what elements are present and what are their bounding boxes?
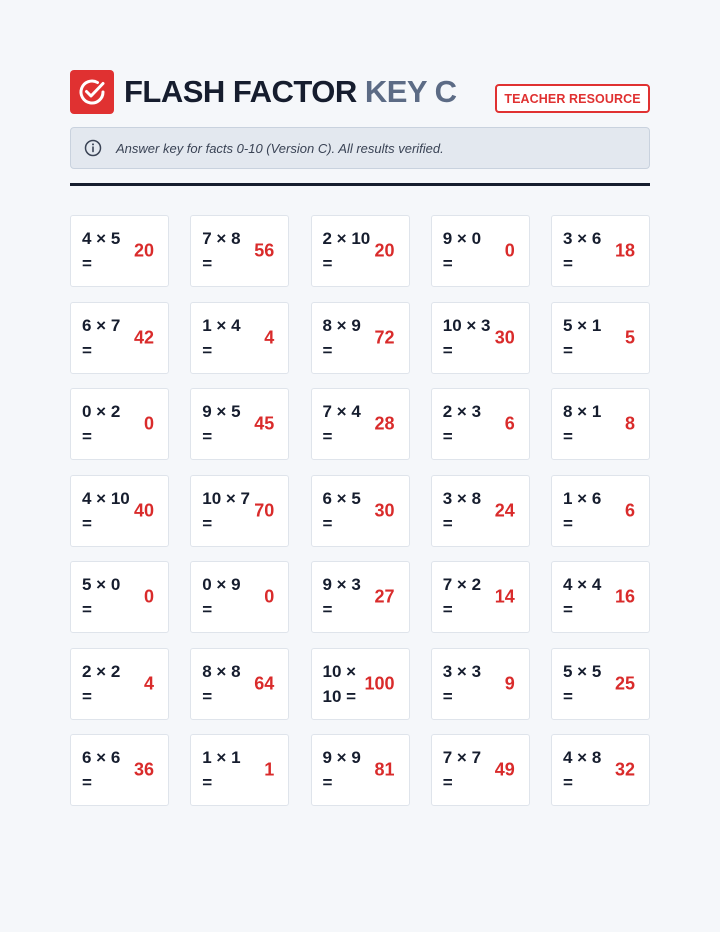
card-problem: 5 × 0 = (82, 575, 121, 619)
flash-card (70, 648, 169, 720)
card-answer: 6 (504, 413, 515, 434)
card-answer: 9 (504, 673, 515, 693)
card-problem: 4 × 5 = (82, 229, 121, 273)
card-problem: 6 × 7 = (82, 315, 121, 360)
card-problem: 1 × 6 = (563, 488, 602, 533)
card-problem: 2 × 10 = (322, 229, 371, 273)
card-answer: 72 (374, 327, 395, 347)
card-answer: 81 (374, 759, 395, 780)
flash-card (70, 561, 169, 633)
flash-card (311, 648, 410, 720)
card-problem: 1 × 4 = (202, 315, 241, 360)
flash-card (431, 302, 530, 374)
card-answer: 20 (374, 240, 395, 261)
card-answer: 0 (264, 586, 275, 607)
flash-card (311, 388, 410, 460)
card-problem: 6 × 5 = (322, 488, 361, 533)
flash-card (431, 561, 530, 633)
header (70, 70, 650, 114)
card-answer: 4 (264, 327, 275, 347)
card-answer: 0 (143, 586, 154, 607)
card-problem: 9 × 0 = (442, 229, 482, 273)
flash-card (311, 561, 410, 633)
card-answer: 0 (504, 240, 515, 261)
card-problem: 0 × 9 = (202, 575, 241, 619)
flash-card (70, 734, 169, 806)
notice-text: Answer key for facts 0-10 (Version C). All results verified. (116, 140, 444, 156)
flash-card (190, 475, 289, 547)
flash-card (70, 302, 169, 374)
card-problem: 5 × 1 = (563, 315, 602, 360)
flash-card (431, 388, 530, 460)
card-problem: 10 × 3 = (442, 315, 491, 360)
card-problem: 10 × 10 = (322, 661, 357, 706)
flash-card (551, 734, 650, 806)
title-key: KEY C (364, 74, 457, 109)
flash-card (190, 734, 289, 806)
card-problem: 3 × 3 = (442, 661, 482, 706)
card-problem: 0 × 2 = (82, 402, 121, 446)
flash-card (431, 215, 530, 287)
flash-card (311, 302, 410, 374)
checkmark-circle-icon (70, 70, 114, 114)
card-problem: 3 × 6 = (563, 229, 602, 273)
page-title (124, 70, 457, 114)
flash-card (70, 388, 169, 460)
flash-card (431, 734, 530, 806)
flash-card (190, 302, 289, 374)
card-problem: 4 × 4 = (563, 575, 602, 619)
card-problem: 7 × 7 = (442, 748, 482, 792)
divider (70, 183, 650, 186)
card-problem: 4 × 10 = (82, 488, 130, 533)
card-problem: 8 × 9 = (322, 315, 361, 360)
card-answer: 70 (254, 500, 275, 520)
flash-card (551, 648, 650, 720)
card-problem: 6 × 6 = (82, 748, 121, 792)
card-problem: 7 × 4 = (322, 402, 361, 446)
card-answer: 16 (614, 586, 635, 607)
card-answer: 4 (143, 673, 154, 693)
flash-card (190, 561, 289, 633)
card-answer: 49 (494, 759, 515, 780)
card-problem: 2 × 3 = (442, 402, 482, 446)
answer-key-notice (70, 127, 650, 169)
card-answer: 56 (254, 240, 275, 261)
flash-card-grid (70, 215, 650, 806)
flash-card (551, 388, 650, 460)
flash-card (311, 215, 410, 287)
card-answer: 18 (614, 240, 635, 261)
flash-card (190, 215, 289, 287)
card-answer: 24 (494, 500, 515, 520)
card-answer: 30 (494, 327, 515, 347)
flash-card (190, 648, 289, 720)
card-problem: 9 × 5 = (202, 402, 241, 446)
card-answer: 14 (494, 586, 515, 607)
card-problem: 1 × 1 = (202, 748, 241, 792)
card-answer: 64 (254, 673, 275, 693)
flash-card (431, 648, 530, 720)
card-answer: 42 (133, 327, 154, 347)
card-problem: 9 × 3 = (322, 575, 361, 619)
teacher-resource-badge: TEACHER RESOURCE (495, 84, 650, 113)
flash-card (551, 215, 650, 287)
card-problem: 7 × 2 = (442, 575, 482, 619)
card-problem: 2 × 2 = (82, 661, 121, 706)
flash-card (311, 734, 410, 806)
card-answer: 28 (374, 413, 395, 434)
card-answer: 45 (254, 413, 275, 434)
flash-card (190, 388, 289, 460)
flash-card (551, 561, 650, 633)
card-answer: 25 (614, 673, 635, 693)
flash-card (551, 475, 650, 547)
card-answer: 100 (364, 673, 395, 693)
card-answer: 30 (374, 500, 395, 520)
card-answer: 36 (133, 759, 154, 780)
title-main: FLASH FACTOR (124, 74, 357, 109)
card-answer: 5 (624, 327, 635, 347)
flash-card (311, 475, 410, 547)
card-answer: 0 (143, 413, 154, 434)
flash-card (431, 475, 530, 547)
card-answer: 1 (264, 759, 275, 780)
flash-card (551, 302, 650, 374)
card-problem: 7 × 8 = (202, 229, 241, 273)
card-problem: 8 × 1 = (563, 402, 602, 446)
card-problem: 10 × 7 = (202, 488, 250, 533)
card-answer: 6 (624, 500, 635, 520)
card-problem: 9 × 9 = (322, 748, 361, 792)
card-answer: 40 (133, 500, 154, 520)
card-answer: 20 (133, 240, 154, 261)
card-problem: 3 × 8 = (442, 488, 482, 533)
info-icon (84, 139, 102, 157)
flash-card (70, 215, 169, 287)
card-problem: 5 × 5 = (563, 661, 602, 706)
flash-card (70, 475, 169, 547)
card-problem: 8 × 8 = (202, 661, 241, 706)
card-problem: 4 × 8 = (563, 748, 602, 792)
card-answer: 32 (614, 759, 635, 780)
card-answer: 8 (624, 413, 635, 434)
card-answer: 27 (374, 586, 395, 607)
